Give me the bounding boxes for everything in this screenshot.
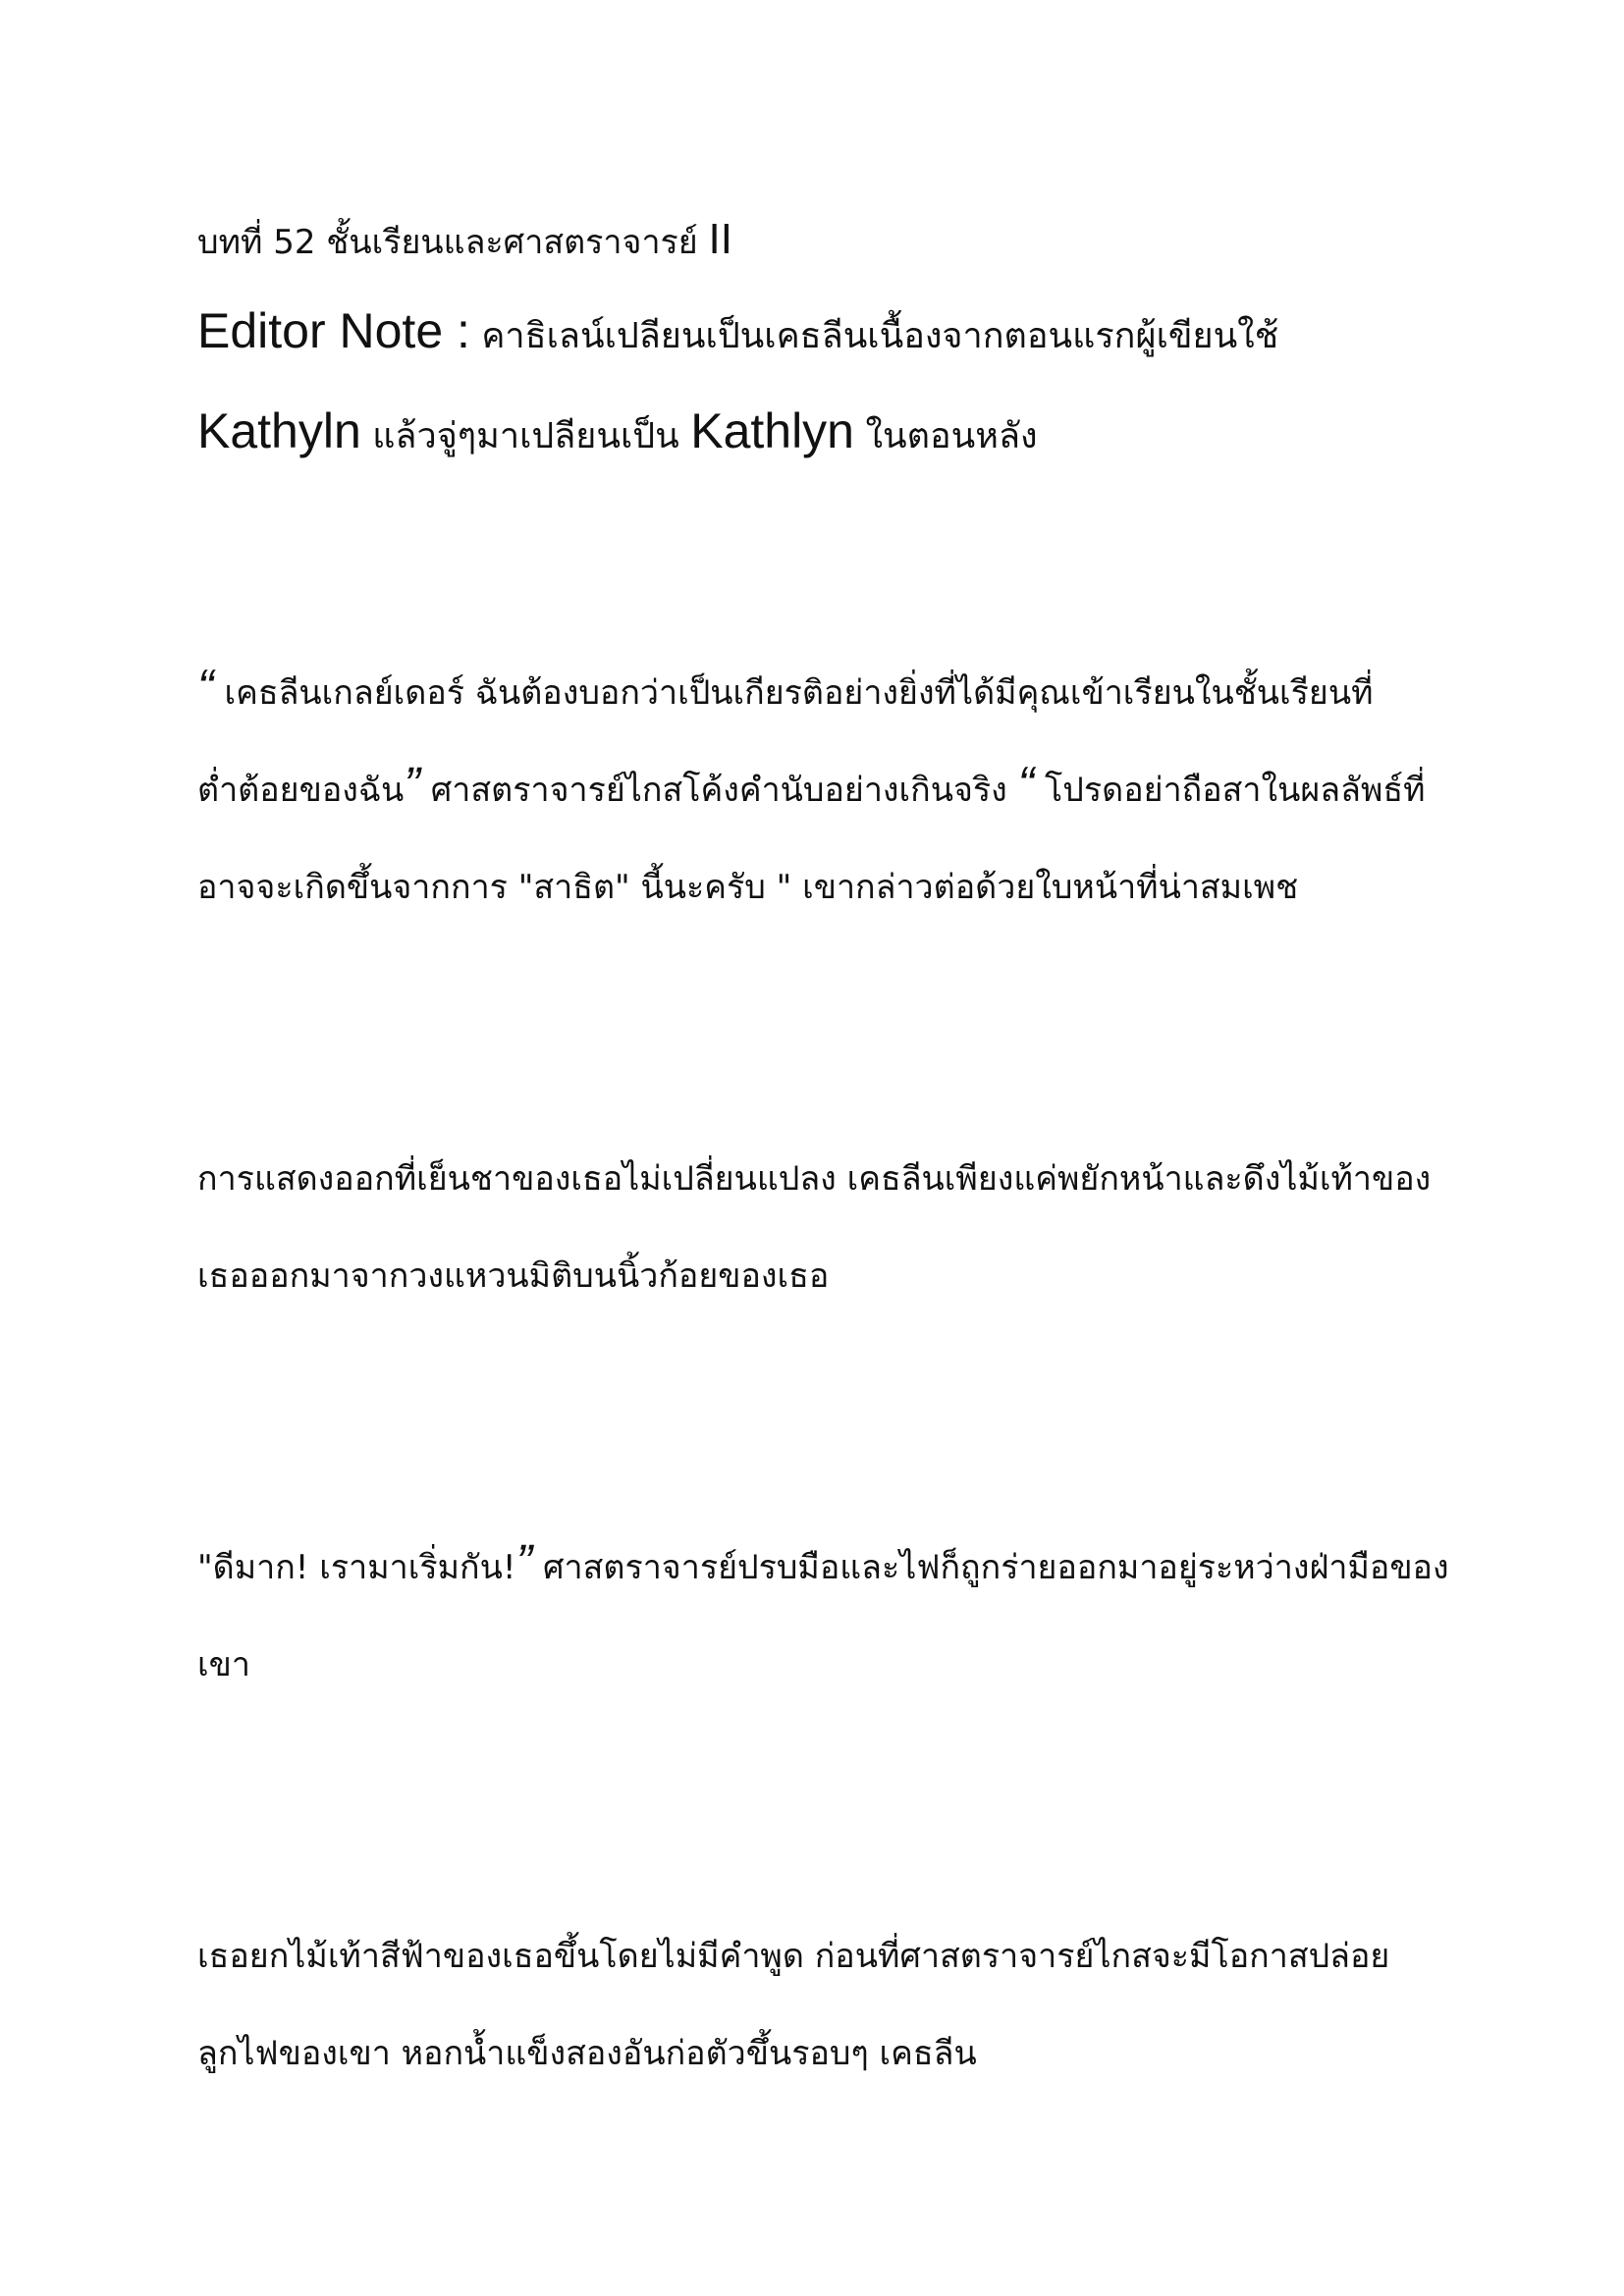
- paragraph-1-segment-2: ศาสตราจารย์ไกสโค้งคำนับอย่างเกินจริง: [419, 771, 1018, 810]
- page-content: [197, 210, 1454, 2103]
- paragraph-2-text: การแสดงออกที่เย็นชาของเธอไม่เปลี่ยนแปลง เคธลีนเพียงแค่พยักหน้าและดึงไม้เท้าของเธอออกมาจากวงแหวนมิติบนนิ้วก้อยของเธอ: [197, 1159, 1432, 1296]
- editor-note-text-3: ในตอนหลัง: [854, 416, 1038, 456]
- paragraph-1-segment-3: โปรดอย่าถือสาในผลลัพธ์ที่อาจจะเกิดขึ้นจากการ "สาธิต" นี้นะครับ " เขากล่าวต่อด้วยใบหน้าที่น่าสมเพช: [197, 771, 1426, 907]
- editor-note-text-2: แล้วจู่ๆมาเปลียนเป็น: [360, 416, 691, 456]
- paragraph-2: [197, 1131, 1454, 1325]
- open-quote: “: [197, 660, 214, 715]
- paragraph-3: [197, 1520, 1454, 1714]
- open-quote: “: [1017, 757, 1035, 812]
- chapter-title-text: บทที่ 52 ชั้นเรียนและศาสตราจารย์: [197, 223, 709, 262]
- chapter-title: [197, 210, 1454, 272]
- paragraph-3-segment-2: ศาสตราจารย์ปรบมือและไฟก็ถูกร่ายออกมาอยู่ระหว่างฝ่ามือของเขา: [197, 1548, 1449, 1684]
- paragraph-1: [197, 645, 1454, 936]
- editor-note-text-1: คาธิเลน์เปลียนเป็นเคธลีนเนื้องจากตอนแรกผู้เขียนใช้: [469, 316, 1279, 356]
- close-quote: ”: [404, 757, 420, 812]
- editor-note-name-2: Kathlyn: [690, 403, 854, 458]
- paragraph-4: [197, 1908, 1454, 2103]
- paragraph-4-text: เธอยกไม้เท้าสีฟ้าของเธอขึ้นโดยไม่มีคำพูด ก่อนที่ศาสตราจารย์ไกสจะมีโอกาสปล่อยลูกไฟของเขา หอกน้ำแข็งสองอันก่อตัวขึ้นรอบๆ เคธลีน: [197, 1937, 1390, 2073]
- paragraph-3-segment-1: "ดีมาก! เรามาเริ่มกัน!: [197, 1548, 516, 1587]
- paragraph-1-segment-1: เคธลีนเกลย์เดอร์ ฉันต้องบอกว่าเป็นเกียรติอย่างยิ่งที่ได้มีคุณเข้าเรียนในชั้นเรียนที่ต่ำต้อยของฉัน: [197, 673, 1374, 810]
- editor-note: [197, 284, 1454, 484]
- chapter-numeral: II: [708, 215, 732, 263]
- editor-note-label: Editor Note :: [197, 303, 470, 358]
- close-quote: ”: [515, 1534, 533, 1589]
- editor-note-name-1: Kathyln: [197, 403, 361, 458]
